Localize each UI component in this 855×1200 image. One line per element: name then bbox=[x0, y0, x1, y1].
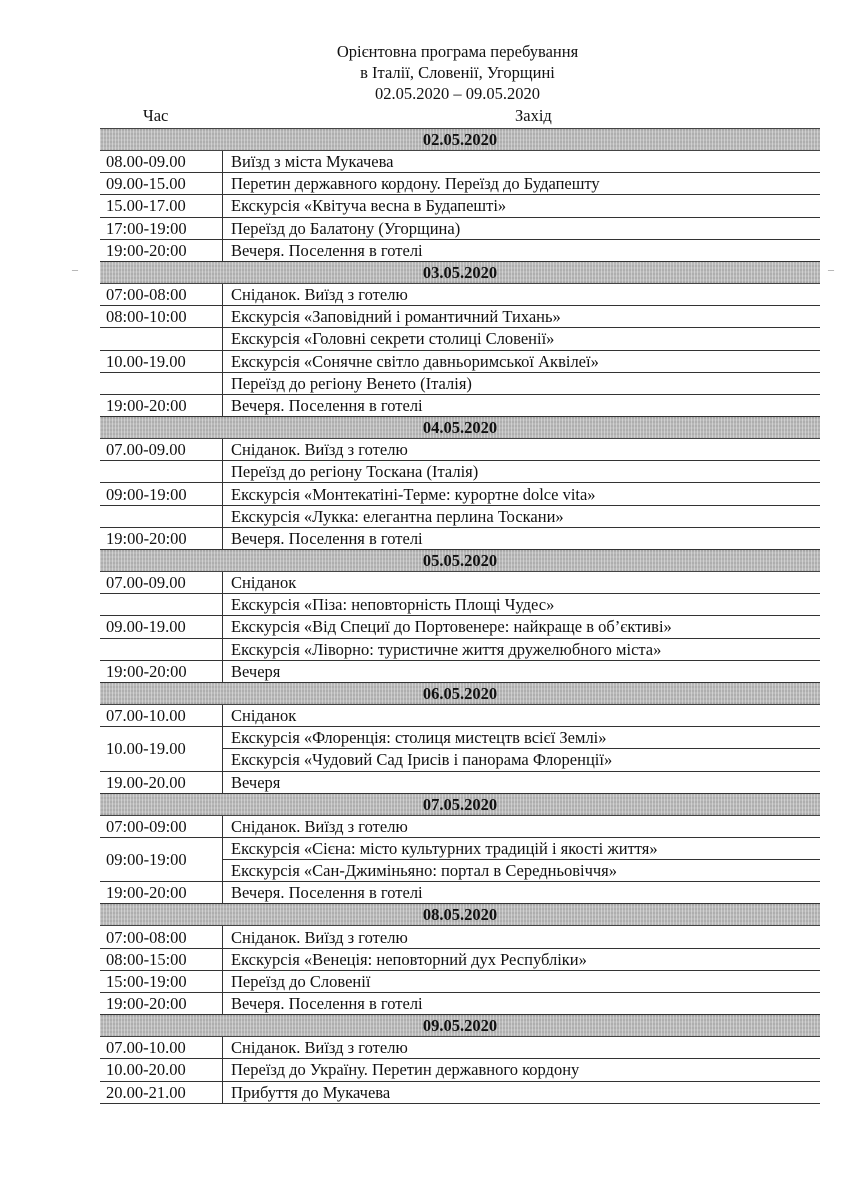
time-cell: 19:00-20:00 bbox=[100, 394, 223, 416]
schedule-table bbox=[100, 128, 820, 1104]
day-header-row bbox=[100, 1015, 820, 1037]
time-cell bbox=[100, 505, 223, 527]
time-cell bbox=[100, 638, 223, 660]
event-cell: Вечеря. Поселення в готелі bbox=[223, 394, 821, 416]
time-cell: 07.00-09.00 bbox=[100, 572, 223, 594]
event-cell: Вечеря. Поселення в готелі bbox=[223, 993, 821, 1015]
time-cell: 08:00-10:00 bbox=[100, 306, 223, 328]
time-cell: 19:00-20:00 bbox=[100, 993, 223, 1015]
column-header-event: Захід bbox=[515, 106, 552, 125]
column-header-time: Час bbox=[143, 106, 169, 125]
time-cell: 20.00-21.00 bbox=[100, 1081, 223, 1103]
schedule-row bbox=[100, 1081, 820, 1103]
schedule-row bbox=[100, 283, 820, 305]
title-line-3: 02.05.2020 – 09.05.2020 bbox=[375, 84, 540, 103]
document-header bbox=[0, 41, 855, 104]
time-cell: 19:00-20:00 bbox=[100, 882, 223, 904]
event-cell: Сніданок. Виїзд з готелю bbox=[223, 283, 821, 305]
time-cell: 09:00-19:00 bbox=[100, 837, 223, 881]
event-cell: Вечеря bbox=[223, 771, 821, 793]
schedule-row bbox=[100, 394, 820, 416]
schedule-row bbox=[100, 173, 820, 195]
schedule-row bbox=[100, 837, 820, 859]
event-cell: Екскурсія «Сан-Джиміньяно: портал в Середньовіччя» bbox=[223, 860, 821, 882]
day-header-row bbox=[100, 129, 820, 151]
time-cell: 15:00-19:00 bbox=[100, 970, 223, 992]
time-cell: 19:00-20:00 bbox=[100, 660, 223, 682]
event-cell: Сніданок. Виїзд з готелю bbox=[223, 815, 821, 837]
schedule-row bbox=[100, 195, 820, 217]
event-cell: Екскурсія «Флоренція: столиця мистецтв всієї Землі» bbox=[223, 727, 821, 749]
day-header-row bbox=[100, 682, 820, 704]
event-cell: Екскурсія «Сієна: місто культурних традицій і якості життя» bbox=[223, 837, 821, 859]
time-cell: 09.00-19.00 bbox=[100, 616, 223, 638]
event-cell: Вечеря. Поселення в готелі bbox=[223, 239, 821, 261]
title-line-1: Орієнтовна програма перебування bbox=[336, 42, 579, 61]
time-cell bbox=[100, 372, 223, 394]
time-cell bbox=[100, 461, 223, 483]
event-cell: Екскурсія «Лукка: елегантна перлина Тоскани» bbox=[223, 505, 821, 527]
time-cell: 15.00-17.00 bbox=[100, 195, 223, 217]
schedule-row bbox=[100, 727, 820, 749]
schedule-row bbox=[100, 527, 820, 549]
time-cell: 09.00-15.00 bbox=[100, 173, 223, 195]
event-cell: Екскурсія «Від Специї до Портовенере: найкраще в об’єктиві» bbox=[223, 616, 821, 638]
schedule-row bbox=[100, 815, 820, 837]
time-cell: 10.00-19.00 bbox=[100, 350, 223, 372]
time-cell: 08.00-09.00 bbox=[100, 151, 223, 173]
event-cell: Сніданок. Виїзд з готелю bbox=[223, 439, 821, 461]
event-cell: Сніданок. Виїзд з готелю bbox=[223, 926, 821, 948]
time-cell: 07:00-08:00 bbox=[100, 283, 223, 305]
day-date: 09.05.2020 bbox=[100, 1015, 820, 1037]
time-cell: 19:00-20:00 bbox=[100, 527, 223, 549]
event-cell: Переїзд до Балатону (Угорщина) bbox=[223, 217, 821, 239]
event-cell: Сніданок. Виїзд з готелю bbox=[223, 1037, 821, 1059]
schedule-row bbox=[100, 350, 820, 372]
schedule-row bbox=[100, 372, 820, 394]
event-cell: Екскурсія «Монтекатіні-Терме: курортне dolce vita» bbox=[223, 483, 821, 505]
schedule-row bbox=[100, 217, 820, 239]
title-line-2: в Італії, Словенії, Угорщині bbox=[360, 63, 555, 82]
time-cell: 07:00-09:00 bbox=[100, 815, 223, 837]
event-cell: Екскурсія «Чудовий Сад Ірисів і панорама Флоренції» bbox=[223, 749, 821, 771]
day-header-row bbox=[100, 793, 820, 815]
event-cell: Вечеря. Поселення в готелі bbox=[223, 527, 821, 549]
schedule-row bbox=[100, 151, 820, 173]
event-cell: Екскурсія «Квітуча весна в Будапешті» bbox=[223, 195, 821, 217]
event-cell: Переїзд до Словенії bbox=[223, 970, 821, 992]
event-cell: Переїзд до регіону Венето (Італія) bbox=[223, 372, 821, 394]
time-cell: 07.00-10.00 bbox=[100, 1037, 223, 1059]
schedule-row bbox=[100, 926, 820, 948]
schedule-row bbox=[100, 594, 820, 616]
day-date: 08.05.2020 bbox=[100, 904, 820, 926]
time-cell: 07.00-09.00 bbox=[100, 439, 223, 461]
event-cell: Екскурсія «Головні секрети столиці Словенії» bbox=[223, 328, 821, 350]
time-cell: 09:00-19:00 bbox=[100, 483, 223, 505]
scan-mark-left: – bbox=[72, 262, 78, 276]
schedule-row bbox=[100, 461, 820, 483]
event-cell: Переїзд до Україну. Перетин державного кордону bbox=[223, 1059, 821, 1081]
event-cell: Сніданок bbox=[223, 704, 821, 726]
schedule-row bbox=[100, 948, 820, 970]
time-cell bbox=[100, 594, 223, 616]
schedule-row bbox=[100, 306, 820, 328]
event-cell: Екскурсія «Піза: неповторність Площі Чудес» bbox=[223, 594, 821, 616]
schedule-row bbox=[100, 638, 820, 660]
schedule-row bbox=[100, 1037, 820, 1059]
schedule-row bbox=[100, 704, 820, 726]
time-cell: 17:00-19:00 bbox=[100, 217, 223, 239]
day-date: 06.05.2020 bbox=[100, 682, 820, 704]
time-cell: 10.00-20.00 bbox=[100, 1059, 223, 1081]
schedule-row bbox=[100, 239, 820, 261]
time-cell bbox=[100, 328, 223, 350]
time-cell: 07.00-10.00 bbox=[100, 704, 223, 726]
time-cell: 19:00-20:00 bbox=[100, 239, 223, 261]
day-header-row bbox=[100, 550, 820, 572]
schedule-row bbox=[100, 1059, 820, 1081]
event-cell: Виїзд з міста Мукачева bbox=[223, 151, 821, 173]
event-cell: Вечеря. Поселення в готелі bbox=[223, 882, 821, 904]
event-cell: Екскурсія «Венеція: неповторний дух Республіки» bbox=[223, 948, 821, 970]
time-cell: 07:00-08:00 bbox=[100, 926, 223, 948]
day-header-row bbox=[100, 261, 820, 283]
event-cell: Перетин державного кордону. Переїзд до Будапешту bbox=[223, 173, 821, 195]
event-cell: Прибуття до Мукачева bbox=[223, 1081, 821, 1103]
scan-mark-right: – bbox=[828, 262, 834, 276]
time-cell: 19.00-20.00 bbox=[100, 771, 223, 793]
day-date: 07.05.2020 bbox=[100, 793, 820, 815]
schedule-row bbox=[100, 328, 820, 350]
event-cell: Екскурсія «Сонячне світло давньоримської Аквілеї» bbox=[223, 350, 821, 372]
schedule-row bbox=[100, 970, 820, 992]
day-date: 02.05.2020 bbox=[100, 129, 820, 151]
schedule-row bbox=[100, 660, 820, 682]
schedule-table-wrapper bbox=[100, 128, 820, 1104]
schedule-row bbox=[100, 616, 820, 638]
schedule-row bbox=[100, 771, 820, 793]
event-cell: Екскурсія «Заповідний і романтичний Тихань» bbox=[223, 306, 821, 328]
day-header-row bbox=[100, 904, 820, 926]
schedule-row bbox=[100, 439, 820, 461]
schedule-row bbox=[100, 483, 820, 505]
event-cell: Сніданок bbox=[223, 572, 821, 594]
time-cell: 08:00-15:00 bbox=[100, 948, 223, 970]
time-cell: 10.00-19.00 bbox=[100, 727, 223, 771]
day-date: 05.05.2020 bbox=[100, 550, 820, 572]
event-cell: Екскурсія «Ліворно: туристичне життя дружелюбного міста» bbox=[223, 638, 821, 660]
schedule-row bbox=[100, 572, 820, 594]
day-date: 04.05.2020 bbox=[100, 417, 820, 439]
event-cell: Вечеря bbox=[223, 660, 821, 682]
schedule-body bbox=[100, 129, 820, 1104]
event-cell: Переїзд до регіону Тоскана (Італія) bbox=[223, 461, 821, 483]
schedule-row bbox=[100, 882, 820, 904]
day-date: 03.05.2020 bbox=[100, 261, 820, 283]
schedule-row bbox=[100, 505, 820, 527]
schedule-row bbox=[100, 993, 820, 1015]
day-header-row bbox=[100, 417, 820, 439]
